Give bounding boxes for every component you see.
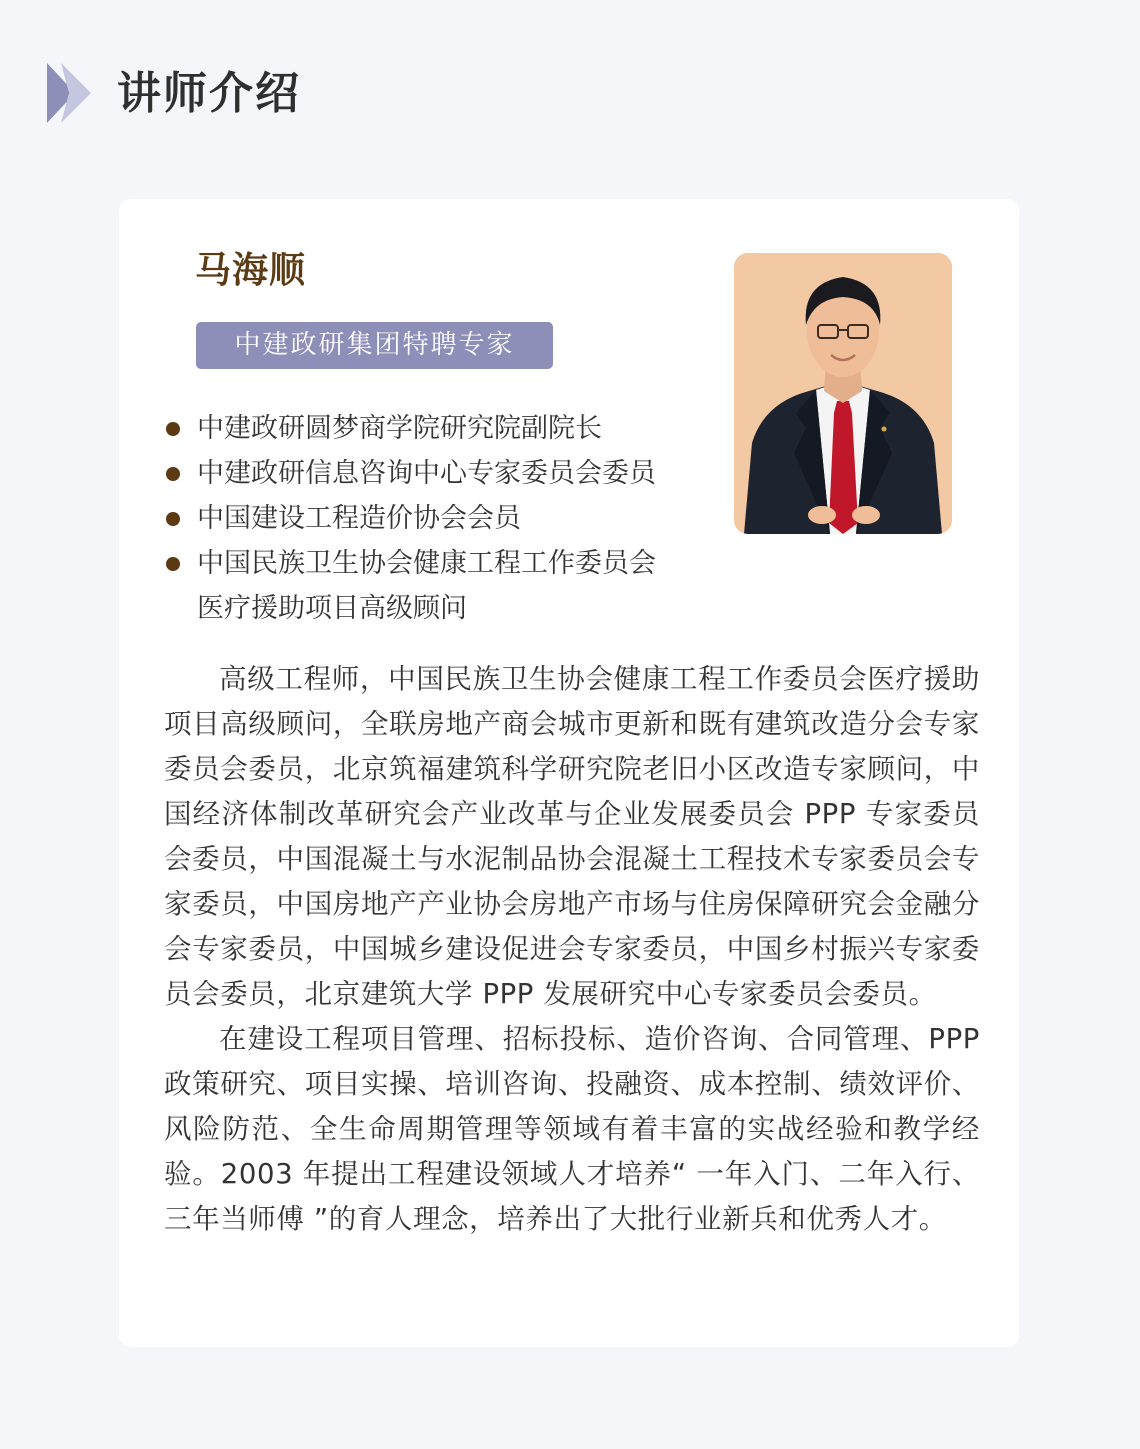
- list-item: [164, 496, 724, 541]
- titles-list: [164, 406, 724, 631]
- lecturer-portrait: [734, 253, 952, 534]
- list-item-text: 中建政研信息咨询中心专家委员会委员: [197, 458, 656, 489]
- portrait-illustration: [734, 253, 952, 534]
- bio-paragraph: 高级工程师，中国民族卫生协会健康工程工作委员会医疗援助项目高级顾问，全联房地产商会城市更新和既有建筑改造分会专家委员会委员，北京筑福建筑科学研究院老旧小区改造专家顾问，中国经济体制改革研究会产业改革与企业发展委员会 PPP 专家委员会委员，中国混凝土与水泥制品协会混凝土工程技术专家委员会专家委员，中国房地产产业协会房地产市场与住房保障研究会金融分会专家委员，中国城乡建设促进会专家委员，中国乡村振兴专家委员会委员，北京建筑大学 PPP 发展研究中心专家委员会委员。: [164, 663, 980, 1010]
- list-item-text: 中国建设工程造价协会会员: [197, 503, 521, 534]
- bullet-dot: [166, 422, 180, 436]
- list-item-text: 中建政研圆梦商学院研究院副院长: [197, 413, 602, 444]
- list-item: [164, 541, 724, 631]
- bio-text: [164, 657, 980, 1242]
- list-item-text: 中国民族卫生协会健康工程工作委员会: [197, 548, 656, 579]
- bullet-dot: [166, 557, 180, 571]
- lecturer-card: [119, 199, 1019, 1347]
- list-item-text-continued: 医疗援助项目高级顾问: [197, 593, 467, 624]
- lecturer-name: 马海顺: [195, 250, 307, 291]
- bullet-dot: [166, 512, 180, 526]
- list-item: [164, 451, 724, 496]
- section-header: [47, 60, 647, 130]
- role-badge: 中建政研集团特聘专家: [196, 322, 553, 369]
- double-chevron-right-icon: [47, 63, 97, 123]
- bullet-dot: [166, 467, 180, 481]
- section-title: 讲师介绍: [117, 68, 301, 119]
- bio-paragraph: 在建设工程项目管理、招标投标、造价咨询、合同管理、PPP 政策研究、项目实操、培训咨询、投融资、成本控制、绩效评价、风险防范、全生命周期管理等领域有着丰富的实战经验和教学经验。2003 年提出工程建设领域人才培养“ 一年入门、二年入行、三年当师傅 ”的育人理念，培养出了大批行业新兵和优秀人才。: [164, 1023, 980, 1235]
- list-item: [164, 406, 724, 451]
